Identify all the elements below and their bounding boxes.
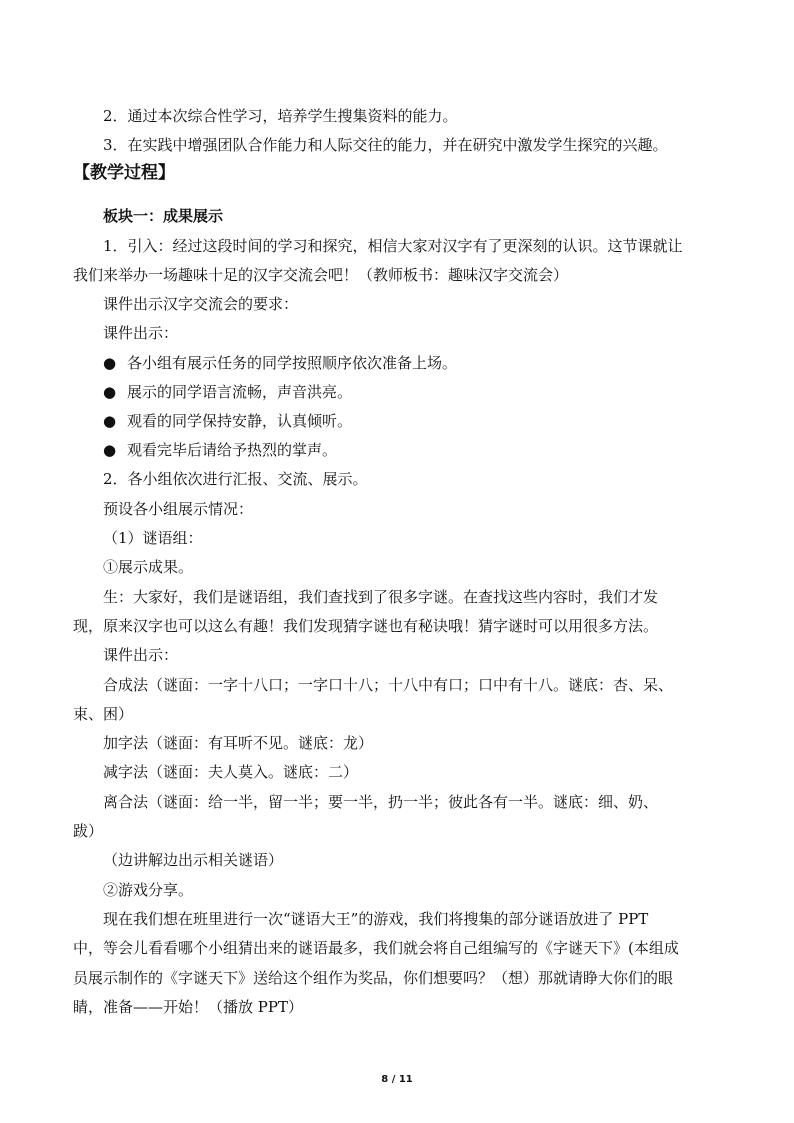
paragraph-line: 2．各小组依次进行汇报、交流、展示。 xyxy=(103,470,368,488)
bullet-dot-icon: ● xyxy=(103,412,117,430)
block-heading: 板块一：成果展示 xyxy=(103,207,224,225)
bullet-item: ● 各小组有展示任务的同学按照顺序依次准备上场。 xyxy=(103,354,458,372)
objective-3: 3．在实践中增强团队合作能力和人际交往的能力，并在研究中激发学生探究的兴趣。 xyxy=(103,136,668,154)
paragraph-line: 跋） xyxy=(73,822,104,840)
paragraph-line: 离合法（谜面：给一半，留一半；要一半，扔一半；彼此各有一半。谜底：细、奶、 xyxy=(103,793,659,811)
paragraph-line: 束、困） xyxy=(73,705,134,723)
bullet-item: ● 观看完毕后请给予热烈的掌声。 xyxy=(103,441,338,459)
paragraph-line: 中，等会儿看看哪个小组猜出来的谜语最多，我们就会将自己组编写的《字谜天下》(本组成 xyxy=(73,939,679,957)
paragraph-line: （边讲解边出示相关谜语） xyxy=(103,851,284,869)
bullet-dot-icon: ● xyxy=(103,441,117,459)
page-number: 8 / 11 xyxy=(381,1074,413,1085)
paragraph-line: 合成法（谜面：一字十八口；一字口十八；十八中有口；口中有十八。谜底：杏、呆、 xyxy=(103,676,674,694)
paragraph-line: 课件出示： xyxy=(103,324,179,342)
paragraph-line: 课件出示： xyxy=(103,646,179,664)
paragraph-line: 睛，准备——开始！（播放 PPT） xyxy=(73,998,303,1016)
paragraph-line: 1．引入：经过这段时间的学习和探究，相信大家对汉字有了更深刻的认识。这节课就让 xyxy=(103,237,683,255)
paragraph-line: 预设各小组展示情况： xyxy=(103,500,254,518)
bullet-dot-icon: ● xyxy=(103,354,117,372)
paragraph-line: 现，原来汉字也可以这么有趣！我们发现猜字谜也有秘诀哦！猜字谜时可以用很多方法。 xyxy=(73,617,659,635)
paragraph-line: 课件出示汉字交流会的要求： xyxy=(103,295,299,313)
paragraph-line: 减字法（谜面：夫人莫入。谜底：二） xyxy=(103,763,359,781)
paragraph-line: ②游戏分享。 xyxy=(103,881,194,899)
section-heading: 【教学过程】 xyxy=(73,163,175,183)
bullet-dot-icon: ● xyxy=(103,383,117,401)
paragraph-line: 生：大家好，我们是谜语组，我们查找到了很多字谜。在查找这些内容时，我们才发 xyxy=(103,588,659,606)
paragraph-line: 现在我们想在班里进行一次“谜语大王”的游戏，我们将搜集的部分谜语放进了 PPT xyxy=(103,910,649,928)
paragraph-line: 我们来举办一场趣味十足的汉字交流会吧！（教师板书：趣味汉字交流会） xyxy=(73,266,569,284)
paragraph-line: 员展示制作的《字谜天下》送给这个组作为奖品，你们想要吗？（想）那就请睁大你们的眼 xyxy=(73,969,674,987)
paragraph-line: ①展示成果。 xyxy=(103,558,194,576)
bullet-item: ● 展示的同学语言流畅，声音洪亮。 xyxy=(103,383,353,401)
paragraph-line: （1）谜语组： xyxy=(103,529,203,547)
bullet-item: ● 观看的同学保持安静，认真倾听。 xyxy=(103,412,353,430)
paragraph-line: 加字法（谜面：有耳听不见。谜底：龙） xyxy=(103,734,374,752)
objective-2: 2．通过本次综合性学习，培养学生搜集资料的能力。 xyxy=(103,107,458,125)
